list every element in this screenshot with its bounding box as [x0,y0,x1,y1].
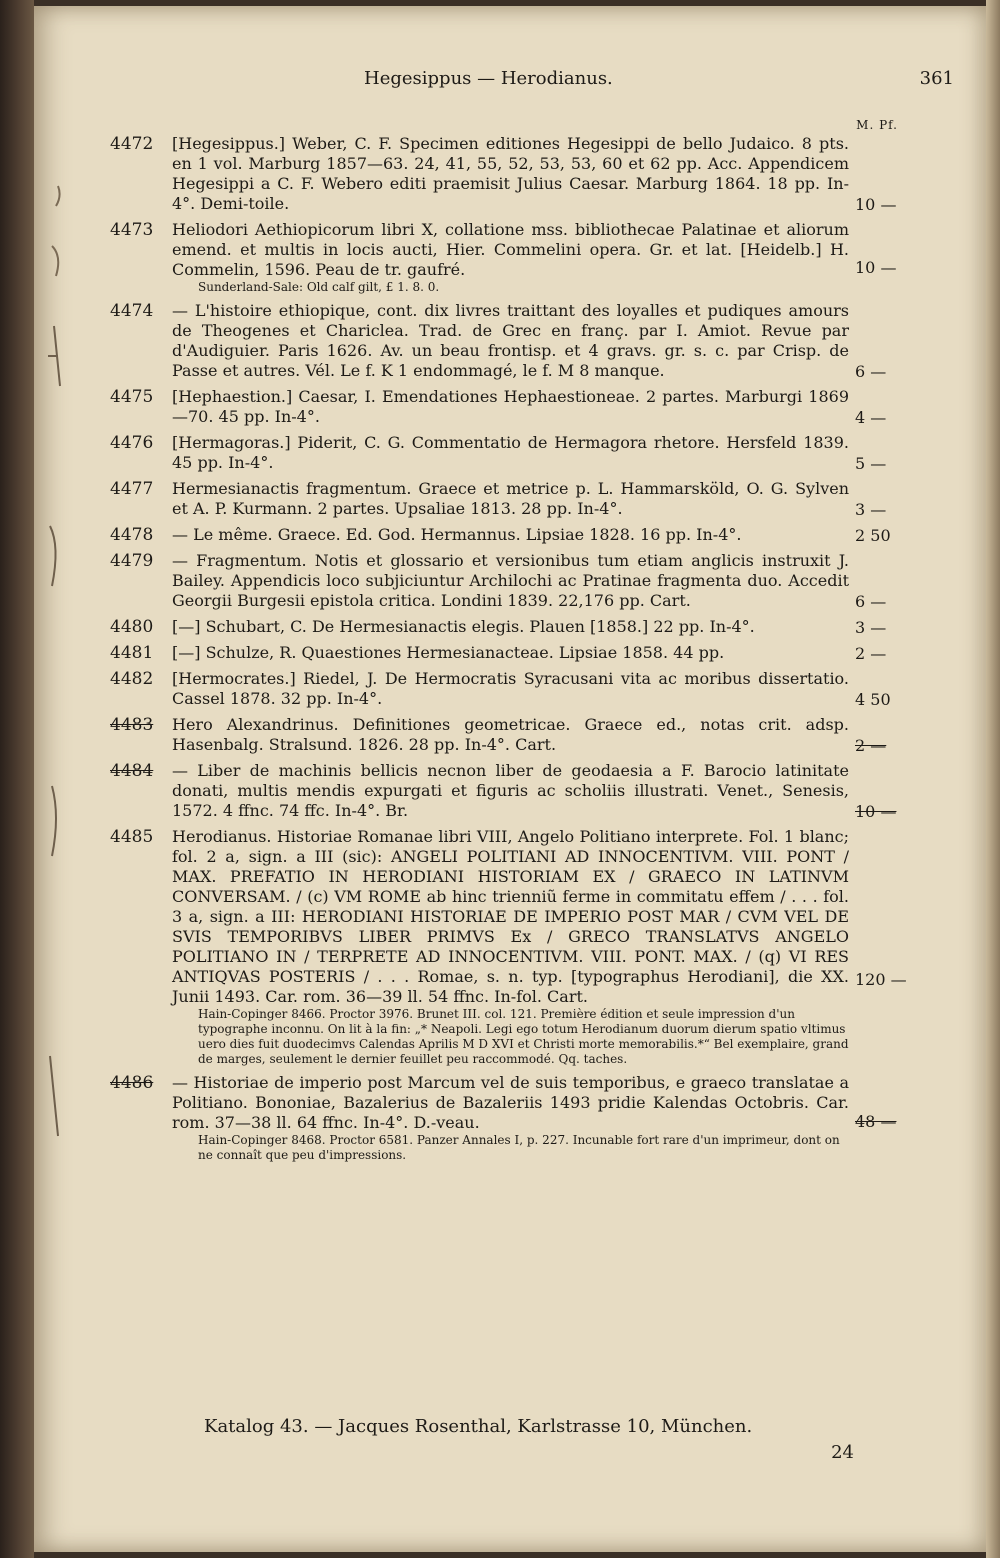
catalog-entry [110,525,945,545]
entry-number: 4480 [110,617,154,637]
entry-number: 4485 [110,827,154,847]
entry-price: 5 — [855,454,887,473]
entry-text: Hero Alexandrinus. Definitiones geometricae. Graece ed., notas crit. adsp. Hasenbalg. Stralsund. 1826. 28 pp. In-4°. Cart. [172,715,849,754]
entry-price: 6 — [855,362,887,381]
catalog-entry [110,827,945,1067]
entry-number: 4484 [110,761,154,781]
entry-price: 6 — [855,592,887,611]
entry-number: 4473 [110,220,154,240]
entry-number: 4486 [110,1073,154,1093]
entry-price: 3 — [855,618,887,637]
catalog-entry [110,617,945,637]
catalog-entries [110,134,945,1169]
entry-text: [Hermocrates.] Riedel, J. De Hermocratis Syracusani vita ac moribus dissertatio. Cassel 1878. 32 pp. In-4°. [172,669,849,708]
entry-price: 2 50 [855,526,891,545]
entry-text: [Hegesippus.] Weber, C. F. Specimen editiones Hegesippi de bello Judaico. 8 pts. en 1 vol. Marburg 1857—63. 24, 41, 55, 52, 53, 53, 60 et 62 pp. Acc. Appendicem Hegesippi a C. F. Webero editi praemisit Julius Caesar. Marburg 1864. 18 pp. In-4°. Demi-toile. [172,134,849,213]
entry-note: Sunderland-Sale: Old calf gilt, £ 1. 8. 0. [198,280,440,294]
catalog-entry [110,134,945,214]
page-number: 361 [919,68,954,89]
catalog-entry [110,220,945,295]
entry-text: — Historiae de imperio post Marcum vel de suis temporibus, e graeco translatae a Politiano. Bononiae, Bazalerius de Bazaleriis 1493 pridie Kalendas Octobris. Car. rom. 37—38 ll. 64 ffnc. In-4°. D.-veau. [172,1073,849,1132]
catalog-entry [110,479,945,519]
entry-price: 4 50 [855,690,891,709]
entry-text: Herodianus. Historiae Romanae libri VIII, Angelo Politiano interprete. Fol. 1 blanc; fol. 2 a, sign. a III (sic): ANGELI POLITIANI AD INNOCENTIVM. VIII. PONT / MAX. PREFATIO IN HERODIANI HISTORIAM EX / GRAECO IN LATINVM CONVERSAM. / (c) VM ROME ab hinc trienniũ ferme in commitatu effem / . . . fol. 3 a, sign. a III: HERODIANI HISTORIAE DE IMPERIO POST MAR / CVM VEL DE SVIS TEMPORIBVS LIBER PRIMVS Ex / GRECO TRANSLATVS ANGELO POLITIANO IN / TERPRETE AD INNOCENTIVM. VIII. PONT. MAX. / (q) VI RES ANTIQVAS POSTERIS / . . . Romae, s. n. typ. [typographus Herodiani], die XX. Junii 1493. Car. rom. 36—39 ll. 54 ffnc. In-fol. Cart. [172,827,849,1006]
catalog-footer: Katalog 43. — Jacques Rosenthal, Karlstrasse 10, München. [204,1416,753,1437]
entry-price: 4 — [855,408,887,427]
handwritten-margin-marks [34,6,104,1552]
catalog-entry [110,643,945,663]
entry-text: [—] Schulze, R. Quaestiones Hermesianacteae. Lipsiae 1858. 44 pp. [172,643,725,662]
header-title: Hegesippus — Herodianus. [364,68,613,89]
entry-text: — Liber de machinis bellicis necnon liber de geodaesia a F. Barocio latinitate donati, multis mendis expurgati et figuris ac scholiis illustrati. Venet., Senesis, 1572. 4 ffnc. 74 ffc. In-4°. Br. [172,761,849,820]
catalog-page [34,6,986,1552]
catalog-entry [110,1073,945,1163]
entry-price: 10 — [855,802,897,821]
page-edge [986,0,1000,1558]
entry-text: Heliodori Aethiopicorum libri X, collatione mss. bibliothecae Palatinae et aliorum emend. et multis in locis aucti, Hier. Commelini opera. Gr. et lat. [Heidelb.] H. Commelin, 1596. Peau de tr. gaufré. [172,220,849,279]
entry-text: [Hermagoras.] Piderit, C. G. Commentatio de Hermagora rhetore. Hersfeld 1839. 45 pp. In-4°. [172,433,849,472]
catalog-entry [110,669,945,709]
entry-number: 4481 [110,643,154,663]
entry-number: 4474 [110,301,154,321]
entry-number: 4479 [110,551,154,571]
entry-text: [—] Schubart, C. De Hermesianactis elegis. Plauen [1858.] 22 pp. In-4°. [172,617,755,636]
entry-text: — Fragmentum. Notis et glossario et versionibus tum etiam anglicis instruxit J. Bailey. Appendicis loco subjiciuntur Archilochi ac Pratinae fragmenta duo. Accedit Georgii Burgesii epistola critica. Londini 1839. 22,176 pp. Cart. [172,551,849,610]
entry-text: — L'histoire ethiopique, cont. dix livres traittant des loyalles et pudiques amours de Theogenes et Chariclea. Trad. de Grec en franç. par I. Amiot. Revue par d'Audiguier. Paris 1626. Av. un beau frontisp. et 4 gravs. gr. s. c. par Crisp. de Passe et autres. Vél. Le f. K 1 endommagé, le f. M 8 manque. [172,301,849,380]
entry-note: Hain-Copinger 8468. Proctor 6581. Panzer Annales I, p. 227. Incunable fort rare d'un imprimeur, dont on ne connaît que peu d'impressions. [198,1133,840,1162]
catalog-entry [110,761,945,821]
entry-text: Hermesianactis fragmentum. Graece et metrice p. L. Hammarsköld, O. G. Sylven et A. P. Kurmann. 2 partes. Upsaliae 1813. 28 pp. In-4°. [172,479,849,518]
entry-price: 120 — [855,970,907,989]
entry-price: 3 — [855,500,887,519]
entry-price: 10 — [855,195,897,214]
catalog-entry [110,387,945,427]
catalog-entry [110,433,945,473]
entry-number: 4482 [110,669,154,689]
entry-number: 4478 [110,525,154,545]
entry-number: 4475 [110,387,154,407]
entry-price: 2 — [855,736,887,755]
catalog-entry [110,715,945,755]
entry-text: [Hephaestion.] Caesar, I. Emendationes Hephaestioneae. 2 partes. Marburgi 1869—70. 45 pp. In-4°. [172,387,849,426]
entry-price: 10 — [855,258,897,277]
entry-price: 48 — [855,1112,897,1131]
entry-number: 4483 [110,715,154,735]
catalog-entry [110,301,945,381]
book-spine [0,0,34,1558]
entry-price: 2 — [855,644,887,663]
entry-number: 4472 [110,134,154,154]
entry-text: — Le même. Graece. Ed. God. Hermannus. Lipsiae 1828. 16 pp. In-4°. [172,525,742,544]
entry-number: 4477 [110,479,154,499]
signature-mark: 24 [831,1442,854,1463]
entry-number: 4476 [110,433,154,453]
catalog-entry [110,551,945,611]
running-header [364,68,954,98]
entry-note: Hain-Copinger 8466. Proctor 3976. Brunet III. col. 121. Première édition et seule impression d'un typographe inconnu. On lit à la fin: „* Neapoli. Legi ego totum Herodianum duorum dierum spatio vltimus uero dies fuit duodecimvs Calendas Aprilis M D XVI et Christi morte memorabilis.*“ Bel exemplaire, grand de marges, seulement le dernier feuillet peu raccommodé. Qq. taches. [198,1007,849,1066]
price-column-head: M. Pf. [856,118,898,132]
